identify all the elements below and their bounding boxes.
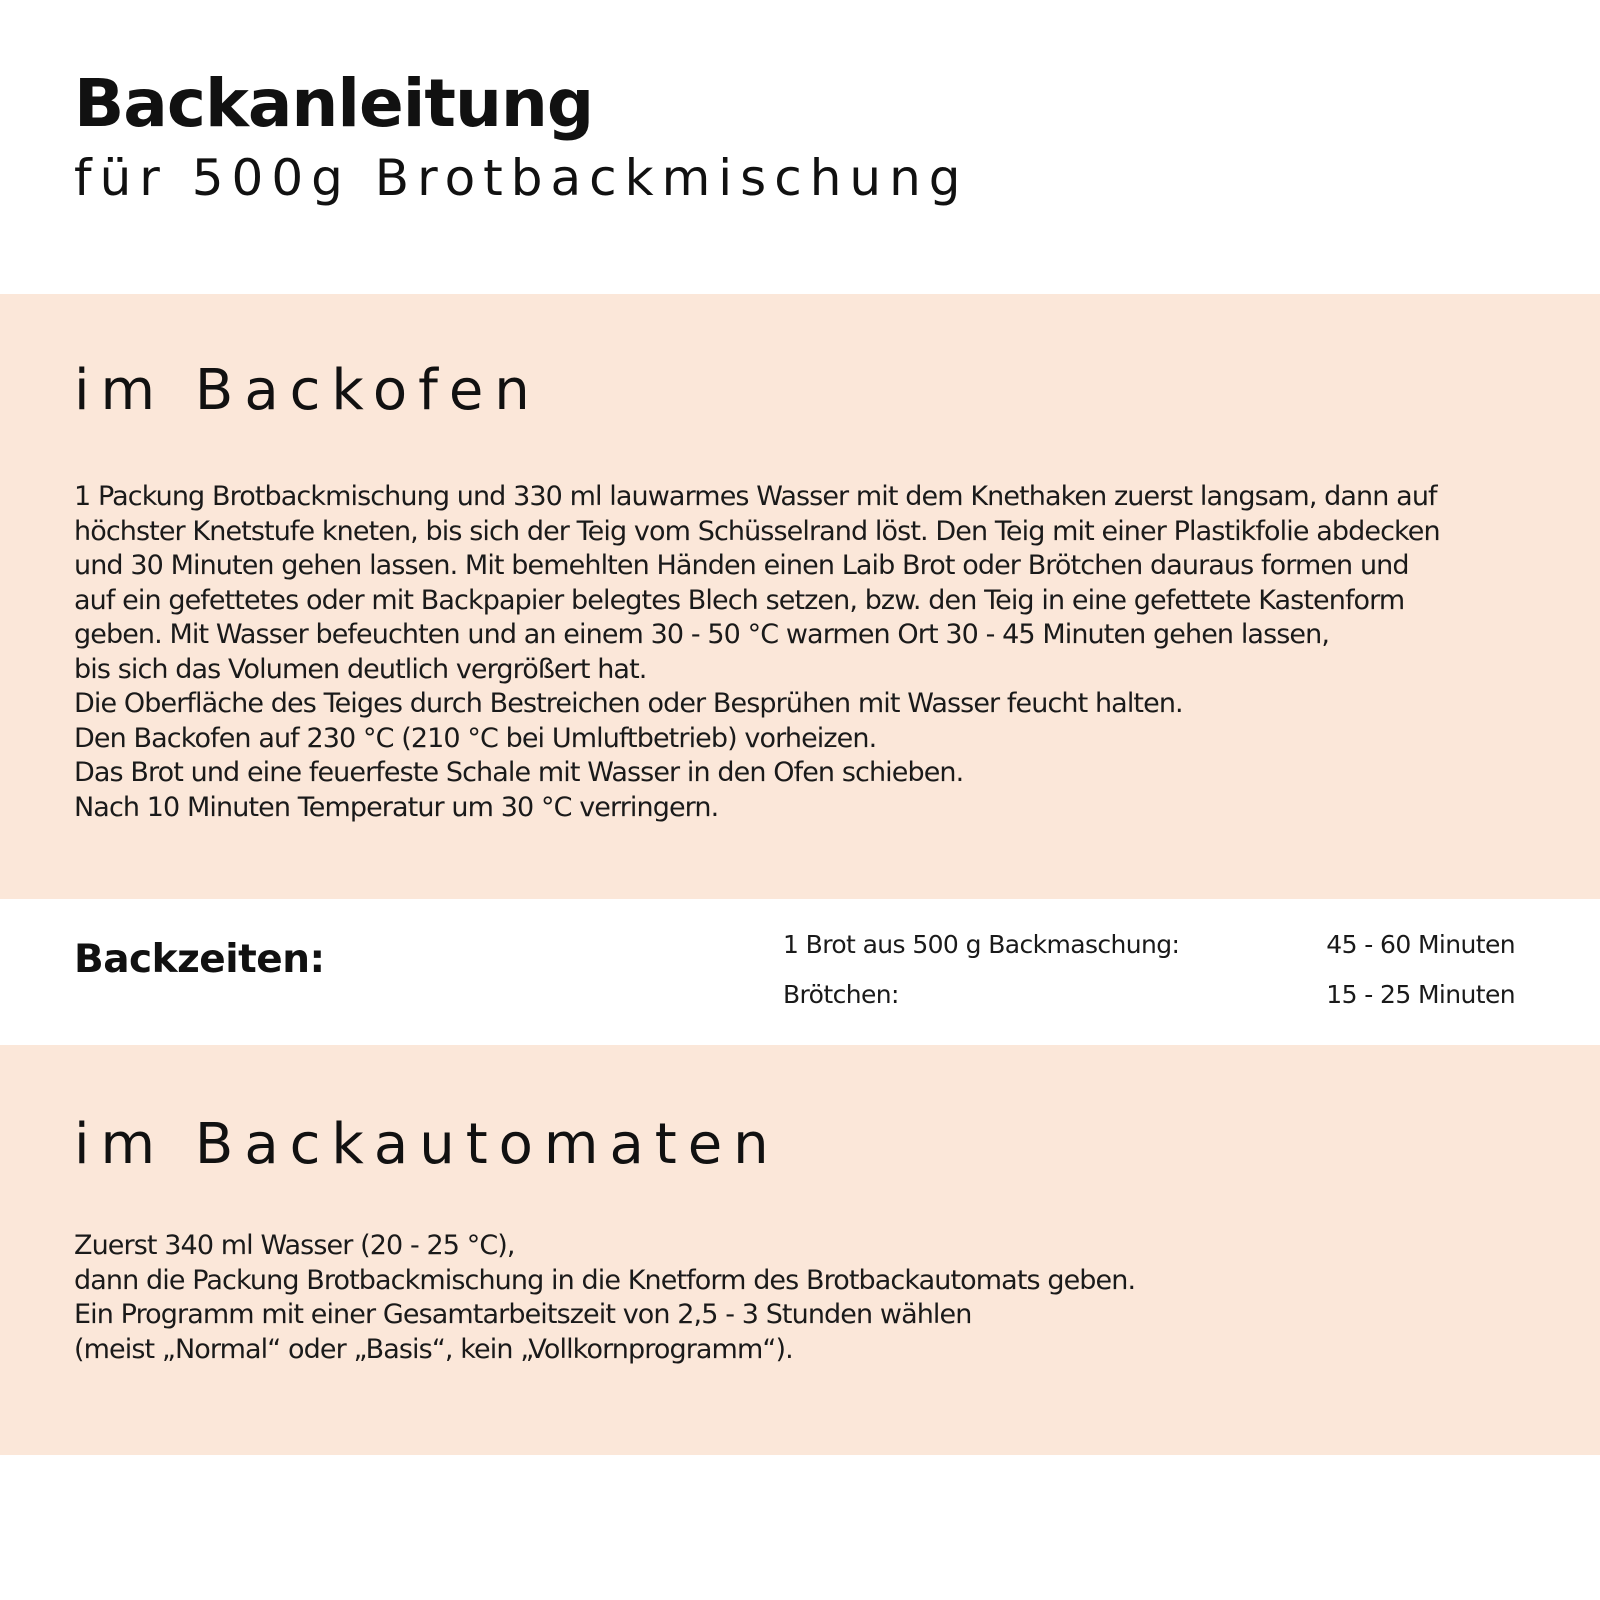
baking-time-value: 15 - 25 Minuten bbox=[1326, 980, 1515, 1009]
instruction-line: bis sich das Volumen deutlich vergrößert hat. bbox=[74, 653, 647, 685]
baking-time-row bbox=[783, 977, 1515, 1013]
page-subtitle: für 500g Brotbackmischung bbox=[74, 149, 969, 207]
instruction-line: Den Backofen auf 230 °C (210 °C bei Umluftbetrieb) vorheizen. bbox=[74, 722, 877, 754]
instruction-line: dann die Packung Brotbackmischung in die Knetform des Brotbackautomats geben. bbox=[74, 1264, 1136, 1296]
bread-machine-instructions bbox=[74, 1229, 1574, 1367]
page-title: Backanleitung bbox=[74, 65, 594, 142]
baking-times-label: Backzeiten: bbox=[74, 937, 325, 982]
bread-machine-section bbox=[0, 1045, 1600, 1455]
baking-time-item: 1 Brot aus 500 g Backmaschung: bbox=[783, 930, 1180, 959]
instruction-line: höchster Knetstufe kneten, bis sich der Teig vom Schüsselrand löst. Den Teig mit einer Plastikfolie abdecken bbox=[74, 515, 1440, 547]
baking-time-value: 45 - 60 Minuten bbox=[1326, 930, 1515, 959]
instruction-line: 1 Packung Brotbackmischung und 330 ml lauwarmes Wasser mit dem Knethaken zuerst langsam, dann auf bbox=[74, 481, 1437, 512]
instruction-line: geben. Mit Wasser befeuchten und an einem 30 - 50 °C warmen Ort 30 - 45 Minuten gehen lassen, bbox=[74, 619, 1330, 650]
oven-section-title: im Backofen bbox=[74, 358, 541, 423]
bread-machine-section-title: im Backautomaten bbox=[74, 1112, 780, 1177]
baking-time-item: Brötchen: bbox=[783, 980, 899, 1009]
instruction-line: Nach 10 Minuten Temperatur um 30 °C verringern. bbox=[74, 791, 719, 823]
oven-section bbox=[0, 294, 1600, 899]
instruction-line: Zuerst 340 ml Wasser (20 - 25 °C), bbox=[74, 1230, 515, 1261]
instruction-line: Das Brot und eine feuerfeste Schale mit Wasser in den Ofen schieben. bbox=[74, 757, 964, 788]
instruction-line: auf ein gefettetes oder mit Backpapier belegtes Blech setzen, bzw. den Teig in eine gefettete Kastenform bbox=[74, 584, 1405, 616]
baking-times-section bbox=[0, 899, 1600, 1045]
instruction-line: Ein Programm mit einer Gesamtarbeitszeit von 2,5 - 3 Stunden wählen bbox=[74, 1299, 972, 1330]
instruction-line: (meist „Normal“ oder „Basis“, kein „Vollkornprogramm“). bbox=[74, 1333, 793, 1365]
instruction-line: Die Oberfläche des Teiges durch Bestreichen oder Besprühen mit Wasser feucht halten. bbox=[74, 688, 1183, 719]
page-header bbox=[74, 62, 1534, 210]
baking-time-row bbox=[783, 927, 1515, 963]
instruction-line: und 30 Minuten gehen lassen. Mit bemehlten Händen einen Laib Brot oder Brötchen dauraus formen und bbox=[74, 550, 1409, 581]
oven-instructions bbox=[74, 480, 1574, 825]
